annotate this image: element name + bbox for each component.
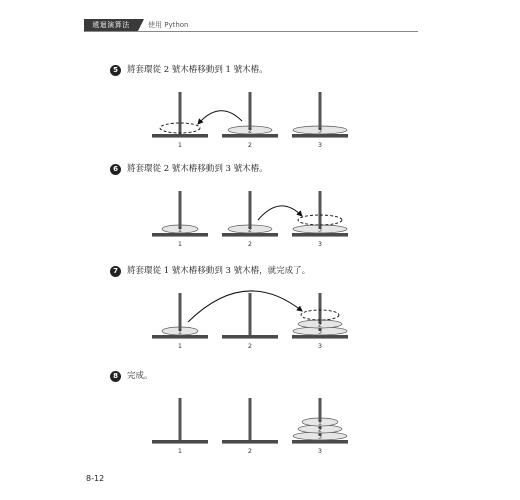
disc-label: 2 [317, 425, 323, 434]
hanoi-diagram-step-8 [140, 390, 360, 460]
peg-base-shadow [292, 137, 348, 138]
peg-base-shadow [292, 443, 348, 444]
peg-label: 3 [317, 240, 323, 248]
peg-base-shadow [222, 137, 278, 138]
peg-base-shadow [292, 338, 348, 339]
peg-base-shadow [222, 236, 278, 237]
step-8 [110, 370, 153, 382]
chapter-tab-slant [138, 19, 144, 31]
move-arrow [258, 206, 302, 220]
peg-base-shadow [292, 236, 348, 237]
peg-pole [249, 293, 252, 335]
disc-label: 2 [247, 225, 253, 234]
disc-label: 1 [177, 327, 183, 336]
peg-label: 1 [177, 240, 183, 248]
peg-label: 2 [247, 447, 253, 455]
chapter-tab: 遞迴演算法 [84, 19, 138, 31]
disc-label: 3 [317, 126, 323, 135]
peg-label: 2 [247, 342, 253, 350]
peg-base-shadow [222, 443, 278, 444]
step-text: 完成。 [127, 371, 153, 381]
step-number-badge: 7 [110, 266, 121, 277]
peg-label: 1 [177, 447, 183, 455]
page-number: 8-12 [86, 474, 105, 483]
disc-label: 3 [317, 432, 323, 441]
peg-label: 2 [247, 141, 253, 149]
step-7 [110, 265, 310, 277]
disc-label: 3 [317, 225, 323, 234]
peg-label: 3 [317, 342, 323, 350]
step-text: 將套環從 1 號木樁移動到 3 號木樁，就完成了。 [127, 266, 311, 276]
step-text: 將套環從 2 號木樁移動到 1 號木樁。 [127, 65, 268, 75]
move-arrow [198, 111, 242, 124]
peg-base-shadow [152, 443, 208, 444]
header-subtitle: 使用 Python [148, 21, 189, 29]
hanoi-diagram-step-5 [140, 84, 360, 154]
step-6 [110, 163, 268, 175]
header-rule [84, 31, 418, 32]
peg-base-shadow [152, 338, 208, 339]
move-arrow [188, 291, 302, 322]
disc-label: 1 [317, 418, 323, 427]
peg-base [222, 335, 278, 338]
peg-base-shadow [152, 137, 208, 138]
peg-label: 1 [177, 141, 183, 149]
disc-label: 2 [247, 126, 253, 135]
peg-pole [179, 398, 182, 440]
peg-pole [179, 92, 182, 134]
peg-label: 3 [317, 141, 323, 149]
peg-base [152, 134, 208, 137]
step-text: 將套環從 2 號木樁移動到 3 號木樁。 [127, 164, 268, 174]
step-number-badge: 6 [110, 164, 121, 175]
disc-label: 1 [177, 225, 183, 234]
peg-label: 1 [177, 342, 183, 350]
peg-base-shadow [152, 236, 208, 237]
disc-label: 2 [317, 320, 323, 329]
disc-label: 3 [317, 327, 323, 336]
hanoi-diagram-step-6 [140, 183, 360, 253]
peg-label: 2 [247, 240, 253, 248]
step-number-badge: 8 [110, 371, 121, 382]
step-5 [110, 64, 268, 76]
peg-base [222, 440, 278, 443]
peg-base-shadow [222, 338, 278, 339]
step-number-badge: 5 [110, 65, 121, 76]
peg-label: 3 [317, 447, 323, 455]
peg-base [152, 440, 208, 443]
hanoi-diagram-step-7 [140, 285, 360, 355]
peg-pole [249, 398, 252, 440]
page-header [0, 0, 520, 40]
